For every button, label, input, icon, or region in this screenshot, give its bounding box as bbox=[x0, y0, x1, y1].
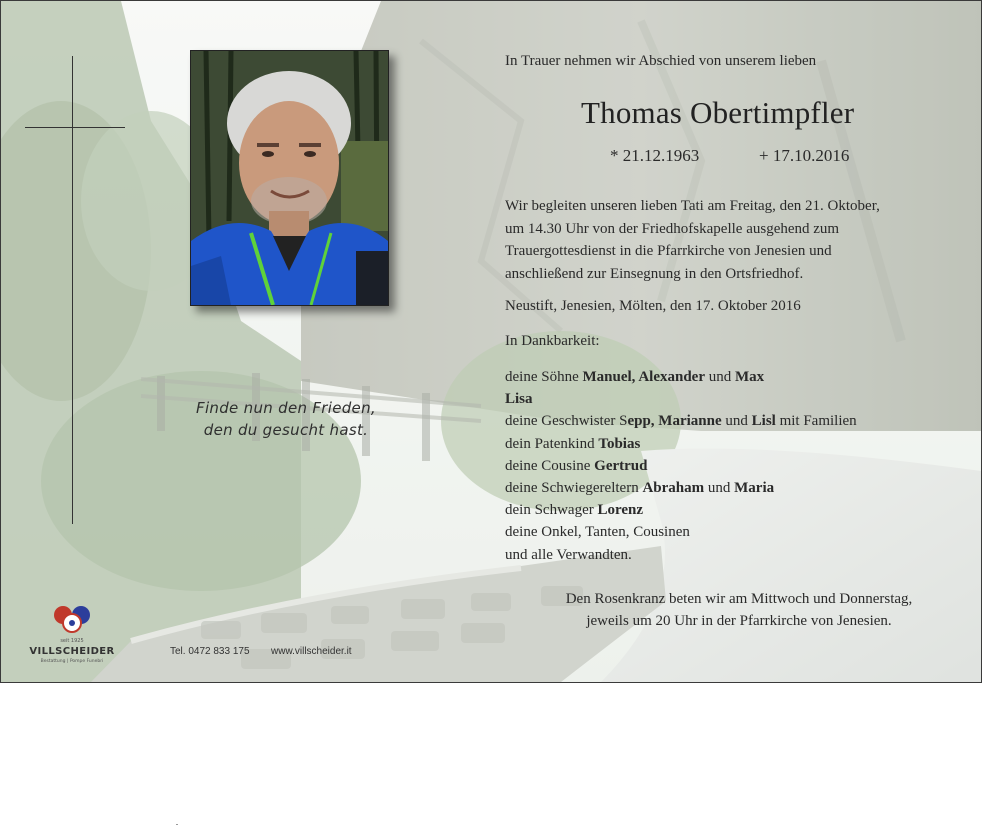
funeral-home-logo bbox=[27, 601, 117, 671]
list-item: deine Cousine Gertrud bbox=[505, 457, 648, 474]
list-item: deine Söhne Manuel, Alexander und Max bbox=[505, 369, 765, 385]
announcement-line: Trauergottesdienst in die Pfarrkirche von Jenesien und bbox=[505, 243, 832, 259]
cross-icon-bar bbox=[25, 127, 125, 128]
gratitude-heading: In Dankbarkeit: bbox=[505, 333, 600, 349]
list-item: Lisa bbox=[505, 391, 533, 408]
logo-subtitle: Bestattung | Pompe Funebri bbox=[40, 659, 104, 664]
announcement-line: Wir begleiten unseren lieben Tati am Freitag, den 21. Oktober, bbox=[505, 198, 880, 214]
rosary-notice bbox=[521, 588, 957, 632]
website-link[interactable]: www.villscheider.it bbox=[271, 646, 352, 657]
stray-mark bbox=[176, 824, 178, 825]
list-item: dein Patenkind Tobias bbox=[505, 435, 641, 452]
rosary-line: jeweils um 20 Uhr in der Pfarrkirche von Jenesien. bbox=[586, 613, 892, 629]
announcement-line: anschließend zur Einsegnung in den Ortsfriedhof. bbox=[505, 265, 804, 282]
list-item: deine Geschwister Sepp, Marianne und Lisl mit Familien bbox=[505, 413, 857, 430]
logo-established: seit 1925 bbox=[60, 638, 84, 644]
mourners-list bbox=[505, 366, 857, 566]
rosary-line: Den Rosenkranz beten wir am Mittwoch und Donnerstag, bbox=[565, 591, 913, 607]
quote-line: den du gesucht hast. bbox=[203, 421, 369, 439]
crest-icon bbox=[27, 601, 117, 637]
phone-number: Tel. 0472 833 175 bbox=[170, 646, 250, 657]
birth-date: * 21.12.1963 bbox=[610, 146, 700, 165]
death-date: + 17.10.2016 bbox=[759, 146, 850, 165]
quote-line: Finde nun den Frieden, bbox=[196, 399, 376, 417]
list-item: und alle Verwandten. bbox=[505, 546, 632, 563]
place-date: Neustift, Jenesien, Mölten, den 17. Oktober 2016 bbox=[505, 298, 801, 314]
deceased-name: Thomas Obertimpfler bbox=[581, 95, 855, 130]
funeral-announcement bbox=[505, 195, 955, 285]
memorial-quote bbox=[151, 397, 421, 441]
logo-name: VILLSCHEIDER bbox=[29, 646, 115, 657]
portrait-photo bbox=[190, 50, 389, 306]
list-item: dein Schwager Lorenz bbox=[505, 502, 644, 519]
list-item: deine Onkel, Tanten, Cousinen bbox=[505, 524, 690, 541]
intro-text: In Trauer nehmen wir Abschied von unserem lieben bbox=[505, 53, 817, 69]
announcement-line: um 14.30 Uhr von der Friedhofskapelle ausgehend zum bbox=[505, 220, 840, 237]
list-item: deine Schwiegereltern Abraham und Maria bbox=[505, 480, 775, 497]
